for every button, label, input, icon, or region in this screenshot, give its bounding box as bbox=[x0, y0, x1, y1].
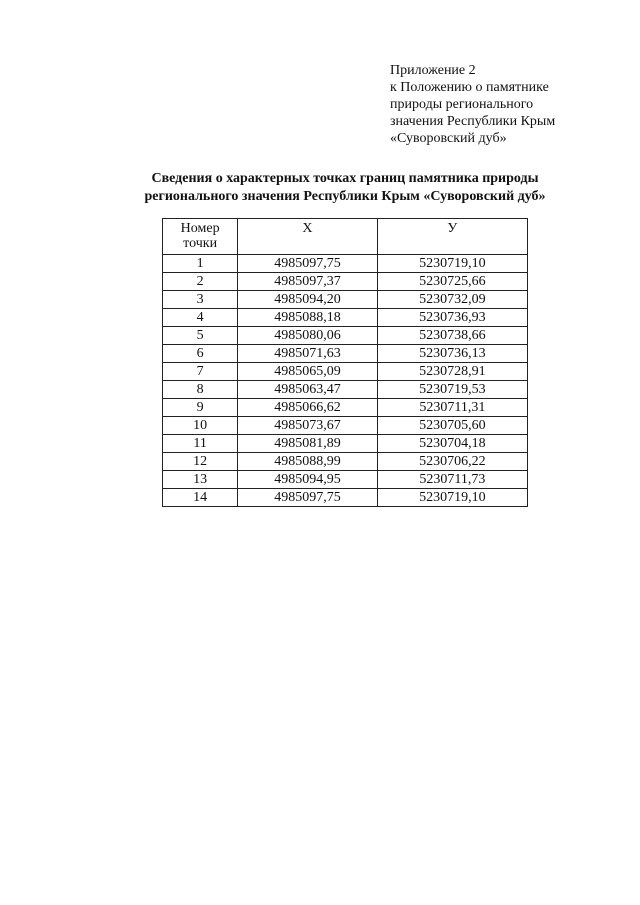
cell-x: 4985088,99 bbox=[238, 453, 377, 471]
table-row bbox=[163, 381, 528, 399]
table-row bbox=[163, 291, 528, 309]
header-number-line1: Номер bbox=[180, 221, 220, 236]
cell-y: 5230725,66 bbox=[377, 273, 527, 291]
cell-point-number: 7 bbox=[163, 363, 238, 381]
cell-x: 4985073,67 bbox=[238, 417, 377, 435]
table-row bbox=[163, 273, 528, 291]
cell-point-number: 2 bbox=[163, 273, 238, 291]
appendix-line: значения Республики Крым bbox=[390, 114, 556, 129]
header-x: Х bbox=[238, 219, 377, 255]
table-row bbox=[163, 363, 528, 381]
title-line-1: Сведения о характерных точках границ памятника природы bbox=[151, 171, 539, 186]
table-row bbox=[163, 453, 528, 471]
cell-point-number: 11 bbox=[163, 435, 238, 453]
cell-x: 4985097,75 bbox=[238, 489, 377, 507]
cell-point-number: 12 bbox=[163, 453, 238, 471]
table-body bbox=[163, 255, 528, 507]
cell-y: 5230736,13 bbox=[377, 345, 527, 363]
table-row bbox=[163, 489, 528, 507]
appendix-line: Приложение 2 bbox=[390, 63, 476, 78]
cell-y: 5230732,09 bbox=[377, 291, 527, 309]
cell-point-number: 3 bbox=[163, 291, 238, 309]
appendix-line: природы регионального bbox=[390, 97, 534, 112]
cell-y: 5230728,91 bbox=[377, 363, 527, 381]
cell-point-number: 14 bbox=[163, 489, 238, 507]
cell-y: 5230736,93 bbox=[377, 309, 527, 327]
cell-x: 4985065,09 bbox=[238, 363, 377, 381]
cell-point-number: 5 bbox=[163, 327, 238, 345]
appendix-line: «Суворовский дуб» bbox=[390, 131, 507, 146]
cell-x: 4985088,18 bbox=[238, 309, 377, 327]
cell-x: 4985063,47 bbox=[238, 381, 377, 399]
table-row bbox=[163, 399, 528, 417]
cell-x: 4985081,89 bbox=[238, 435, 377, 453]
cell-point-number: 4 bbox=[163, 309, 238, 327]
table-row bbox=[163, 309, 528, 327]
appendix-line: к Положению о памятнике bbox=[390, 80, 549, 95]
cell-y: 5230719,10 bbox=[377, 255, 527, 273]
cell-x: 4985094,20 bbox=[238, 291, 377, 309]
cell-point-number: 10 bbox=[163, 417, 238, 435]
cell-y: 5230704,18 bbox=[377, 435, 527, 453]
table-header-row bbox=[163, 219, 528, 255]
cell-point-number: 1 bbox=[163, 255, 238, 273]
cell-y: 5230719,10 bbox=[377, 489, 527, 507]
table-row bbox=[163, 435, 528, 453]
cell-y: 5230711,31 bbox=[377, 399, 527, 417]
table-row bbox=[163, 327, 528, 345]
cell-y: 5230705,60 bbox=[377, 417, 527, 435]
cell-x: 4985094,95 bbox=[238, 471, 377, 489]
document-title bbox=[0, 170, 640, 206]
cell-y: 5230711,73 bbox=[377, 471, 527, 489]
cell-x: 4985097,75 bbox=[238, 255, 377, 273]
cell-y: 5230738,66 bbox=[377, 327, 527, 345]
table-row bbox=[163, 255, 528, 273]
cell-point-number: 9 bbox=[163, 399, 238, 417]
header-number-line2: точки bbox=[183, 236, 218, 251]
appendix-header bbox=[390, 62, 555, 147]
cell-point-number: 13 bbox=[163, 471, 238, 489]
cell-x: 4985071,63 bbox=[238, 345, 377, 363]
title-line-2: регионального значения Республики Крым «Суворовский дуб» bbox=[144, 189, 546, 204]
points-table bbox=[162, 218, 528, 507]
cell-x: 4985097,37 bbox=[238, 273, 377, 291]
header-point-number bbox=[163, 219, 238, 255]
cell-y: 5230706,22 bbox=[377, 453, 527, 471]
table-row bbox=[163, 345, 528, 363]
cell-point-number: 8 bbox=[163, 381, 238, 399]
cell-y: 5230719,53 bbox=[377, 381, 527, 399]
cell-x: 4985066,62 bbox=[238, 399, 377, 417]
header-y: У bbox=[377, 219, 527, 255]
table-row bbox=[163, 417, 528, 435]
cell-x: 4985080,06 bbox=[238, 327, 377, 345]
table-row bbox=[163, 471, 528, 489]
cell-point-number: 6 bbox=[163, 345, 238, 363]
